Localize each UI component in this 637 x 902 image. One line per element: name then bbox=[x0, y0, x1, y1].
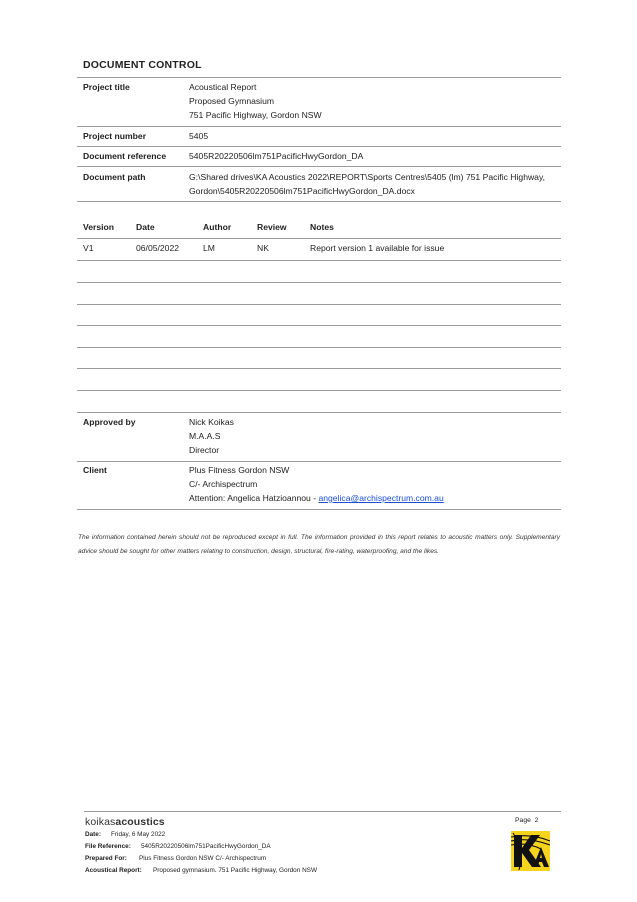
author-cell: LM bbox=[203, 243, 215, 253]
client-line: C/- Archispectrum bbox=[189, 479, 258, 489]
ka-logo-graphic bbox=[511, 831, 550, 871]
footer-report-label: Acoustical Report: bbox=[85, 867, 142, 874]
brand-bold: acoustics bbox=[115, 816, 165, 828]
approver-line: Nick Koikas bbox=[189, 417, 234, 427]
project-title-label: Project title bbox=[83, 82, 130, 92]
footer-file-label: File Reference: bbox=[85, 843, 131, 850]
ka-logo bbox=[511, 831, 550, 871]
divider bbox=[77, 201, 561, 202]
divider bbox=[77, 260, 561, 261]
attention-line bbox=[189, 491, 444, 505]
disclaimer-text: The information contained herein should not be reproduced except in full. The information provided in this report relates to acoustic matters only. Supplementary advice should be sought for other matters relating to construction, design, structural, fire-rating, waterproofing, and the likes. bbox=[78, 534, 560, 555]
project-title-line: Proposed Gymnasium bbox=[189, 96, 275, 106]
divider bbox=[77, 390, 561, 391]
review-cell: NK bbox=[257, 243, 269, 253]
attention-text: Attention: Angelica Hatzioannou - bbox=[189, 493, 319, 503]
page-heading: DOCUMENT CONTROL bbox=[83, 59, 202, 71]
divider bbox=[77, 412, 561, 413]
divider bbox=[77, 461, 561, 462]
document-reference-value: 5405R20220506lm751PacificHwyGordon_DA bbox=[189, 151, 364, 161]
divider bbox=[77, 166, 561, 167]
review-header: Review bbox=[257, 222, 287, 232]
date-header: Date bbox=[136, 222, 155, 232]
footer-file-value: 5405R20220506lm751PacificHwyGordon_DA bbox=[141, 843, 271, 850]
divider bbox=[77, 347, 561, 348]
footer-report-value: Proposed gymnasium. 751 Pacific Highway, Gordon NSW bbox=[153, 867, 317, 874]
document-path-line: G:\Shared drives\KA Acoustics 2022\REPORT\Sports Centres\5405 (lm) 751 Pacific Highway, bbox=[189, 172, 546, 182]
document-reference-label: Document reference bbox=[83, 151, 167, 161]
date-cell: 06/05/2022 bbox=[136, 243, 180, 253]
document-path-label: Document path bbox=[83, 172, 146, 182]
document-path-line: Gordon\5405R20220506lm751PacificHwyGordon_DA.docx bbox=[189, 186, 415, 196]
footer-date bbox=[85, 831, 165, 838]
footer-divider bbox=[84, 811, 561, 812]
page-label: Page bbox=[515, 817, 531, 824]
notes-header: Notes bbox=[310, 222, 334, 232]
version-header: Version bbox=[83, 222, 115, 232]
author-header: Author bbox=[203, 222, 232, 232]
divider bbox=[77, 146, 561, 147]
email-link[interactable]: angelica@archispectrum.com.au bbox=[318, 493, 444, 503]
version-cell: V1 bbox=[83, 243, 94, 253]
divider bbox=[77, 238, 561, 239]
divider bbox=[77, 368, 561, 369]
page-number bbox=[515, 817, 538, 824]
project-title-line: Acoustical Report bbox=[189, 82, 257, 92]
footer-report bbox=[85, 867, 317, 874]
page-number-value: 2 bbox=[534, 817, 539, 824]
approver-line: M.A.A.S bbox=[189, 431, 221, 441]
footer-date-value: Friday, 6 May 2022 bbox=[111, 831, 166, 838]
brand-light: koikas bbox=[85, 816, 116, 828]
project-number-label: Project number bbox=[83, 131, 147, 141]
approver-line: Director bbox=[189, 445, 220, 455]
approved-by-label: Approved by bbox=[83, 417, 136, 427]
footer-date-label: Date: bbox=[85, 831, 101, 838]
project-number-value: 5405 bbox=[189, 131, 209, 141]
divider bbox=[77, 126, 561, 127]
divider bbox=[77, 304, 561, 305]
divider bbox=[77, 509, 561, 510]
divider bbox=[77, 77, 561, 78]
divider bbox=[77, 325, 561, 326]
footer-file bbox=[85, 843, 271, 850]
project-title-line: 751 Pacific Highway, Gordon NSW bbox=[189, 110, 322, 120]
notes-cell: Report version 1 available for issue bbox=[310, 243, 445, 253]
brand-logo-text bbox=[85, 816, 165, 828]
footer-prepared bbox=[85, 855, 266, 862]
client-line: Plus Fitness Gordon NSW bbox=[189, 465, 290, 475]
divider bbox=[77, 282, 561, 283]
footer-prepared-label: Prepared For: bbox=[85, 855, 127, 862]
client-label: Client bbox=[83, 465, 107, 475]
footer-prepared-value: Plus Fitness Gordon NSW C/- Archispectrum bbox=[139, 855, 267, 862]
